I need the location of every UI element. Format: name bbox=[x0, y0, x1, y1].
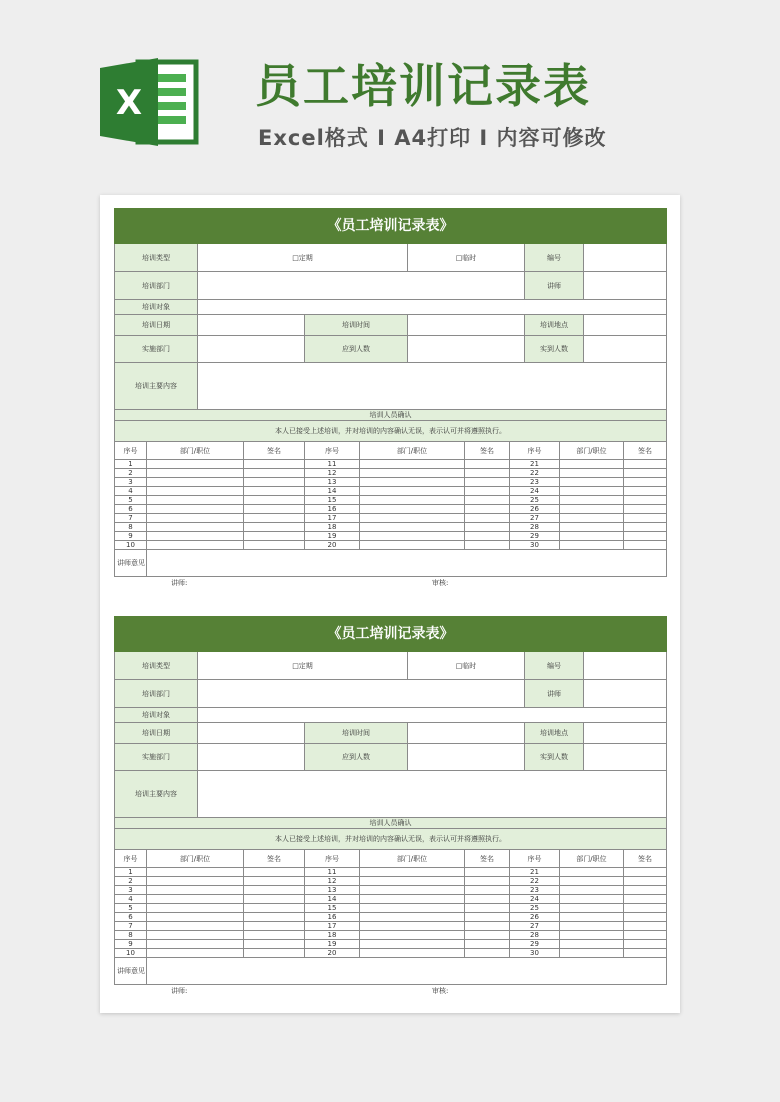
seq-cell: 29 bbox=[510, 940, 560, 949]
col-sign-header: 签名 bbox=[624, 850, 667, 868]
seq-cell: 10 bbox=[115, 949, 147, 958]
col-seq-header: 序号 bbox=[305, 850, 360, 868]
main-title: 员工培训记录表 bbox=[255, 59, 591, 113]
number-label: 编号 bbox=[525, 244, 584, 272]
content-field[interactable] bbox=[198, 363, 667, 410]
seq-cell: 3 bbox=[115, 478, 147, 487]
table-row bbox=[115, 877, 667, 886]
training-type-label: 培训类型 bbox=[115, 652, 198, 680]
training-time-field[interactable] bbox=[408, 723, 525, 744]
table-row bbox=[115, 904, 667, 913]
lecturer-opinion-label: 讲师意见 bbox=[115, 550, 147, 577]
seq-cell: 12 bbox=[305, 469, 360, 478]
col-dept-header: 部门/职位 bbox=[147, 442, 244, 460]
col-seq-header: 序号 bbox=[510, 442, 560, 460]
seq-cell: 16 bbox=[305, 913, 360, 922]
training-target-field[interactable] bbox=[198, 300, 667, 315]
seq-cell: 26 bbox=[510, 913, 560, 922]
subtitle: Excel格式 I A4打印 I 内容可修改 bbox=[258, 126, 607, 150]
col-seq-header: 序号 bbox=[510, 850, 560, 868]
seq-cell: 12 bbox=[305, 877, 360, 886]
seq-cell: 4 bbox=[115, 487, 147, 496]
seq-cell: 24 bbox=[510, 487, 560, 496]
form-table bbox=[114, 208, 667, 577]
table-row bbox=[115, 514, 667, 523]
seq-cell: 25 bbox=[510, 496, 560, 505]
lecturer-opinion-label: 讲师意见 bbox=[115, 958, 147, 985]
training-form bbox=[114, 208, 666, 589]
expected-count-field[interactable] bbox=[408, 336, 525, 363]
col-dept-header: 部门/职位 bbox=[360, 442, 465, 460]
type-option-regular[interactable]: □定期 bbox=[198, 652, 408, 680]
seq-cell: 19 bbox=[305, 940, 360, 949]
training-time-field[interactable] bbox=[408, 315, 525, 336]
training-location-label: 培训地点 bbox=[525, 723, 584, 744]
seq-cell: 16 bbox=[305, 505, 360, 514]
number-label: 编号 bbox=[525, 652, 584, 680]
seq-cell: 7 bbox=[115, 922, 147, 931]
seq-cell: 21 bbox=[510, 460, 560, 469]
seq-cell: 21 bbox=[510, 868, 560, 877]
table-row bbox=[115, 913, 667, 922]
number-field[interactable] bbox=[584, 244, 667, 272]
seq-cell: 13 bbox=[305, 886, 360, 895]
table-row bbox=[115, 469, 667, 478]
seq-cell: 30 bbox=[510, 541, 560, 550]
training-date-label: 培训日期 bbox=[115, 723, 198, 744]
training-time-label: 培训时间 bbox=[305, 315, 408, 336]
table-row bbox=[115, 895, 667, 904]
training-location-label: 培训地点 bbox=[525, 315, 584, 336]
lecturer-field[interactable] bbox=[584, 680, 667, 708]
seq-cell: 28 bbox=[510, 931, 560, 940]
confirm-statement: 本人已接受上述培训，并对培训的内容确认无误，表示认可并将遵照执行。 bbox=[115, 829, 667, 850]
seq-cell: 29 bbox=[510, 532, 560, 541]
training-location-field[interactable] bbox=[584, 723, 667, 744]
table-row bbox=[115, 541, 667, 550]
training-date-field[interactable] bbox=[198, 315, 305, 336]
impl-dept-label: 实施部门 bbox=[115, 336, 198, 363]
footer-lecturer: 讲师: bbox=[171, 987, 188, 995]
seq-cell: 24 bbox=[510, 895, 560, 904]
table-row bbox=[115, 487, 667, 496]
seq-cell: 9 bbox=[115, 940, 147, 949]
training-date-label: 培训日期 bbox=[115, 315, 198, 336]
confirm-statement: 本人已接受上述培训，并对培训的内容确认无误，表示认可并将遵照执行。 bbox=[115, 421, 667, 442]
confirm-title: 培训人员确认 bbox=[115, 410, 667, 421]
seq-cell: 5 bbox=[115, 496, 147, 505]
lecturer-label: 讲师 bbox=[525, 272, 584, 300]
col-sign-header: 签名 bbox=[465, 442, 510, 460]
seq-cell: 22 bbox=[510, 469, 560, 478]
actual-count-field[interactable] bbox=[584, 336, 667, 363]
col-seq-header: 序号 bbox=[115, 442, 147, 460]
content-label: 培训主要内容 bbox=[115, 363, 198, 410]
table-row bbox=[115, 922, 667, 931]
seq-cell: 11 bbox=[305, 868, 360, 877]
actual-count-field[interactable] bbox=[584, 744, 667, 771]
actual-count-label: 实到人数 bbox=[525, 744, 584, 771]
seq-cell: 20 bbox=[305, 541, 360, 550]
form-footer bbox=[114, 985, 666, 997]
confirm-title: 培训人员确认 bbox=[115, 818, 667, 829]
lecturer-opinion-field[interactable] bbox=[147, 550, 667, 577]
expected-count-label: 应到人数 bbox=[305, 744, 408, 771]
logo-letter: X bbox=[115, 83, 143, 123]
page-header bbox=[0, 0, 780, 190]
type-option-temporary[interactable]: □临时 bbox=[408, 244, 525, 272]
col-sign-header: 签名 bbox=[244, 850, 305, 868]
footer-review: 审核: bbox=[432, 579, 449, 587]
table-row bbox=[115, 496, 667, 505]
footer-review: 审核: bbox=[432, 987, 449, 995]
seq-cell: 7 bbox=[115, 514, 147, 523]
seq-cell: 10 bbox=[115, 541, 147, 550]
seq-cell: 4 bbox=[115, 895, 147, 904]
training-dept-field[interactable] bbox=[198, 680, 525, 708]
seq-cell: 2 bbox=[115, 877, 147, 886]
seq-cell: 18 bbox=[305, 523, 360, 532]
seq-cell: 17 bbox=[305, 514, 360, 523]
seq-cell: 23 bbox=[510, 886, 560, 895]
table-row bbox=[115, 460, 667, 469]
seq-cell: 1 bbox=[115, 460, 147, 469]
table-row bbox=[115, 949, 667, 958]
excel-logo-icon bbox=[100, 56, 200, 148]
seq-cell: 17 bbox=[305, 922, 360, 931]
table-row bbox=[115, 523, 667, 532]
col-sign-header: 签名 bbox=[465, 850, 510, 868]
seq-cell: 23 bbox=[510, 478, 560, 487]
col-dept-header: 部门/职位 bbox=[360, 850, 465, 868]
seq-cell: 30 bbox=[510, 949, 560, 958]
seq-cell: 13 bbox=[305, 478, 360, 487]
training-dept-field[interactable] bbox=[198, 272, 525, 300]
lecturer-label: 讲师 bbox=[525, 680, 584, 708]
training-target-field[interactable] bbox=[198, 708, 667, 723]
seq-cell: 19 bbox=[305, 532, 360, 541]
impl-dept-field[interactable] bbox=[198, 744, 305, 771]
col-dept-header: 部门/职位 bbox=[147, 850, 244, 868]
form-footer bbox=[114, 577, 666, 589]
table-row bbox=[115, 532, 667, 541]
table-row bbox=[115, 478, 667, 487]
training-form bbox=[114, 616, 666, 997]
training-dept-label: 培训部门 bbox=[115, 680, 198, 708]
table-row bbox=[115, 505, 667, 514]
seq-cell: 14 bbox=[305, 487, 360, 496]
table-row bbox=[115, 940, 667, 949]
training-date-field[interactable] bbox=[198, 723, 305, 744]
seq-cell: 5 bbox=[115, 904, 147, 913]
seq-cell: 2 bbox=[115, 469, 147, 478]
seq-cell: 15 bbox=[305, 496, 360, 505]
table-row bbox=[115, 931, 667, 940]
seq-cell: 11 bbox=[305, 460, 360, 469]
training-target-label: 培训对象 bbox=[115, 300, 198, 315]
seq-cell: 8 bbox=[115, 931, 147, 940]
col-seq-header: 序号 bbox=[115, 850, 147, 868]
seq-cell: 20 bbox=[305, 949, 360, 958]
col-sign-header: 签名 bbox=[624, 442, 667, 460]
lecturer-field[interactable] bbox=[584, 272, 667, 300]
form-title: 《员工培训记录表》 bbox=[115, 617, 667, 652]
footer-lecturer: 讲师: bbox=[171, 579, 188, 587]
seq-cell: 1 bbox=[115, 868, 147, 877]
seq-cell: 26 bbox=[510, 505, 560, 514]
table-row bbox=[115, 868, 667, 877]
paper-sheet bbox=[100, 195, 680, 1013]
impl-dept-label: 实施部门 bbox=[115, 744, 198, 771]
col-dept-header: 部门/职位 bbox=[560, 442, 624, 460]
expected-count-field[interactable] bbox=[408, 744, 525, 771]
seq-cell: 6 bbox=[115, 913, 147, 922]
actual-count-label: 实到人数 bbox=[525, 336, 584, 363]
training-location-field[interactable] bbox=[584, 315, 667, 336]
training-type-label: 培训类型 bbox=[115, 244, 198, 272]
seq-cell: 3 bbox=[115, 886, 147, 895]
content-label: 培训主要内容 bbox=[115, 771, 198, 818]
training-time-label: 培训时间 bbox=[305, 723, 408, 744]
seq-cell: 27 bbox=[510, 514, 560, 523]
training-target-label: 培训对象 bbox=[115, 708, 198, 723]
training-dept-label: 培训部门 bbox=[115, 272, 198, 300]
seq-cell: 14 bbox=[305, 895, 360, 904]
seq-cell: 18 bbox=[305, 931, 360, 940]
seq-cell: 25 bbox=[510, 904, 560, 913]
seq-cell: 9 bbox=[115, 532, 147, 541]
content-field[interactable] bbox=[198, 771, 667, 818]
col-dept-header: 部门/职位 bbox=[560, 850, 624, 868]
lecturer-opinion-field[interactable] bbox=[147, 958, 667, 985]
seq-cell: 22 bbox=[510, 877, 560, 886]
seq-cell: 27 bbox=[510, 922, 560, 931]
seq-cell: 15 bbox=[305, 904, 360, 913]
seq-cell: 28 bbox=[510, 523, 560, 532]
type-option-temporary[interactable]: □临时 bbox=[408, 652, 525, 680]
type-option-regular[interactable]: □定期 bbox=[198, 244, 408, 272]
number-field[interactable] bbox=[584, 652, 667, 680]
expected-count-label: 应到人数 bbox=[305, 336, 408, 363]
form-table bbox=[114, 616, 667, 985]
form-title: 《员工培训记录表》 bbox=[115, 209, 667, 244]
table-row bbox=[115, 886, 667, 895]
col-seq-header: 序号 bbox=[305, 442, 360, 460]
col-sign-header: 签名 bbox=[244, 442, 305, 460]
seq-cell: 6 bbox=[115, 505, 147, 514]
seq-cell: 8 bbox=[115, 523, 147, 532]
impl-dept-field[interactable] bbox=[198, 336, 305, 363]
